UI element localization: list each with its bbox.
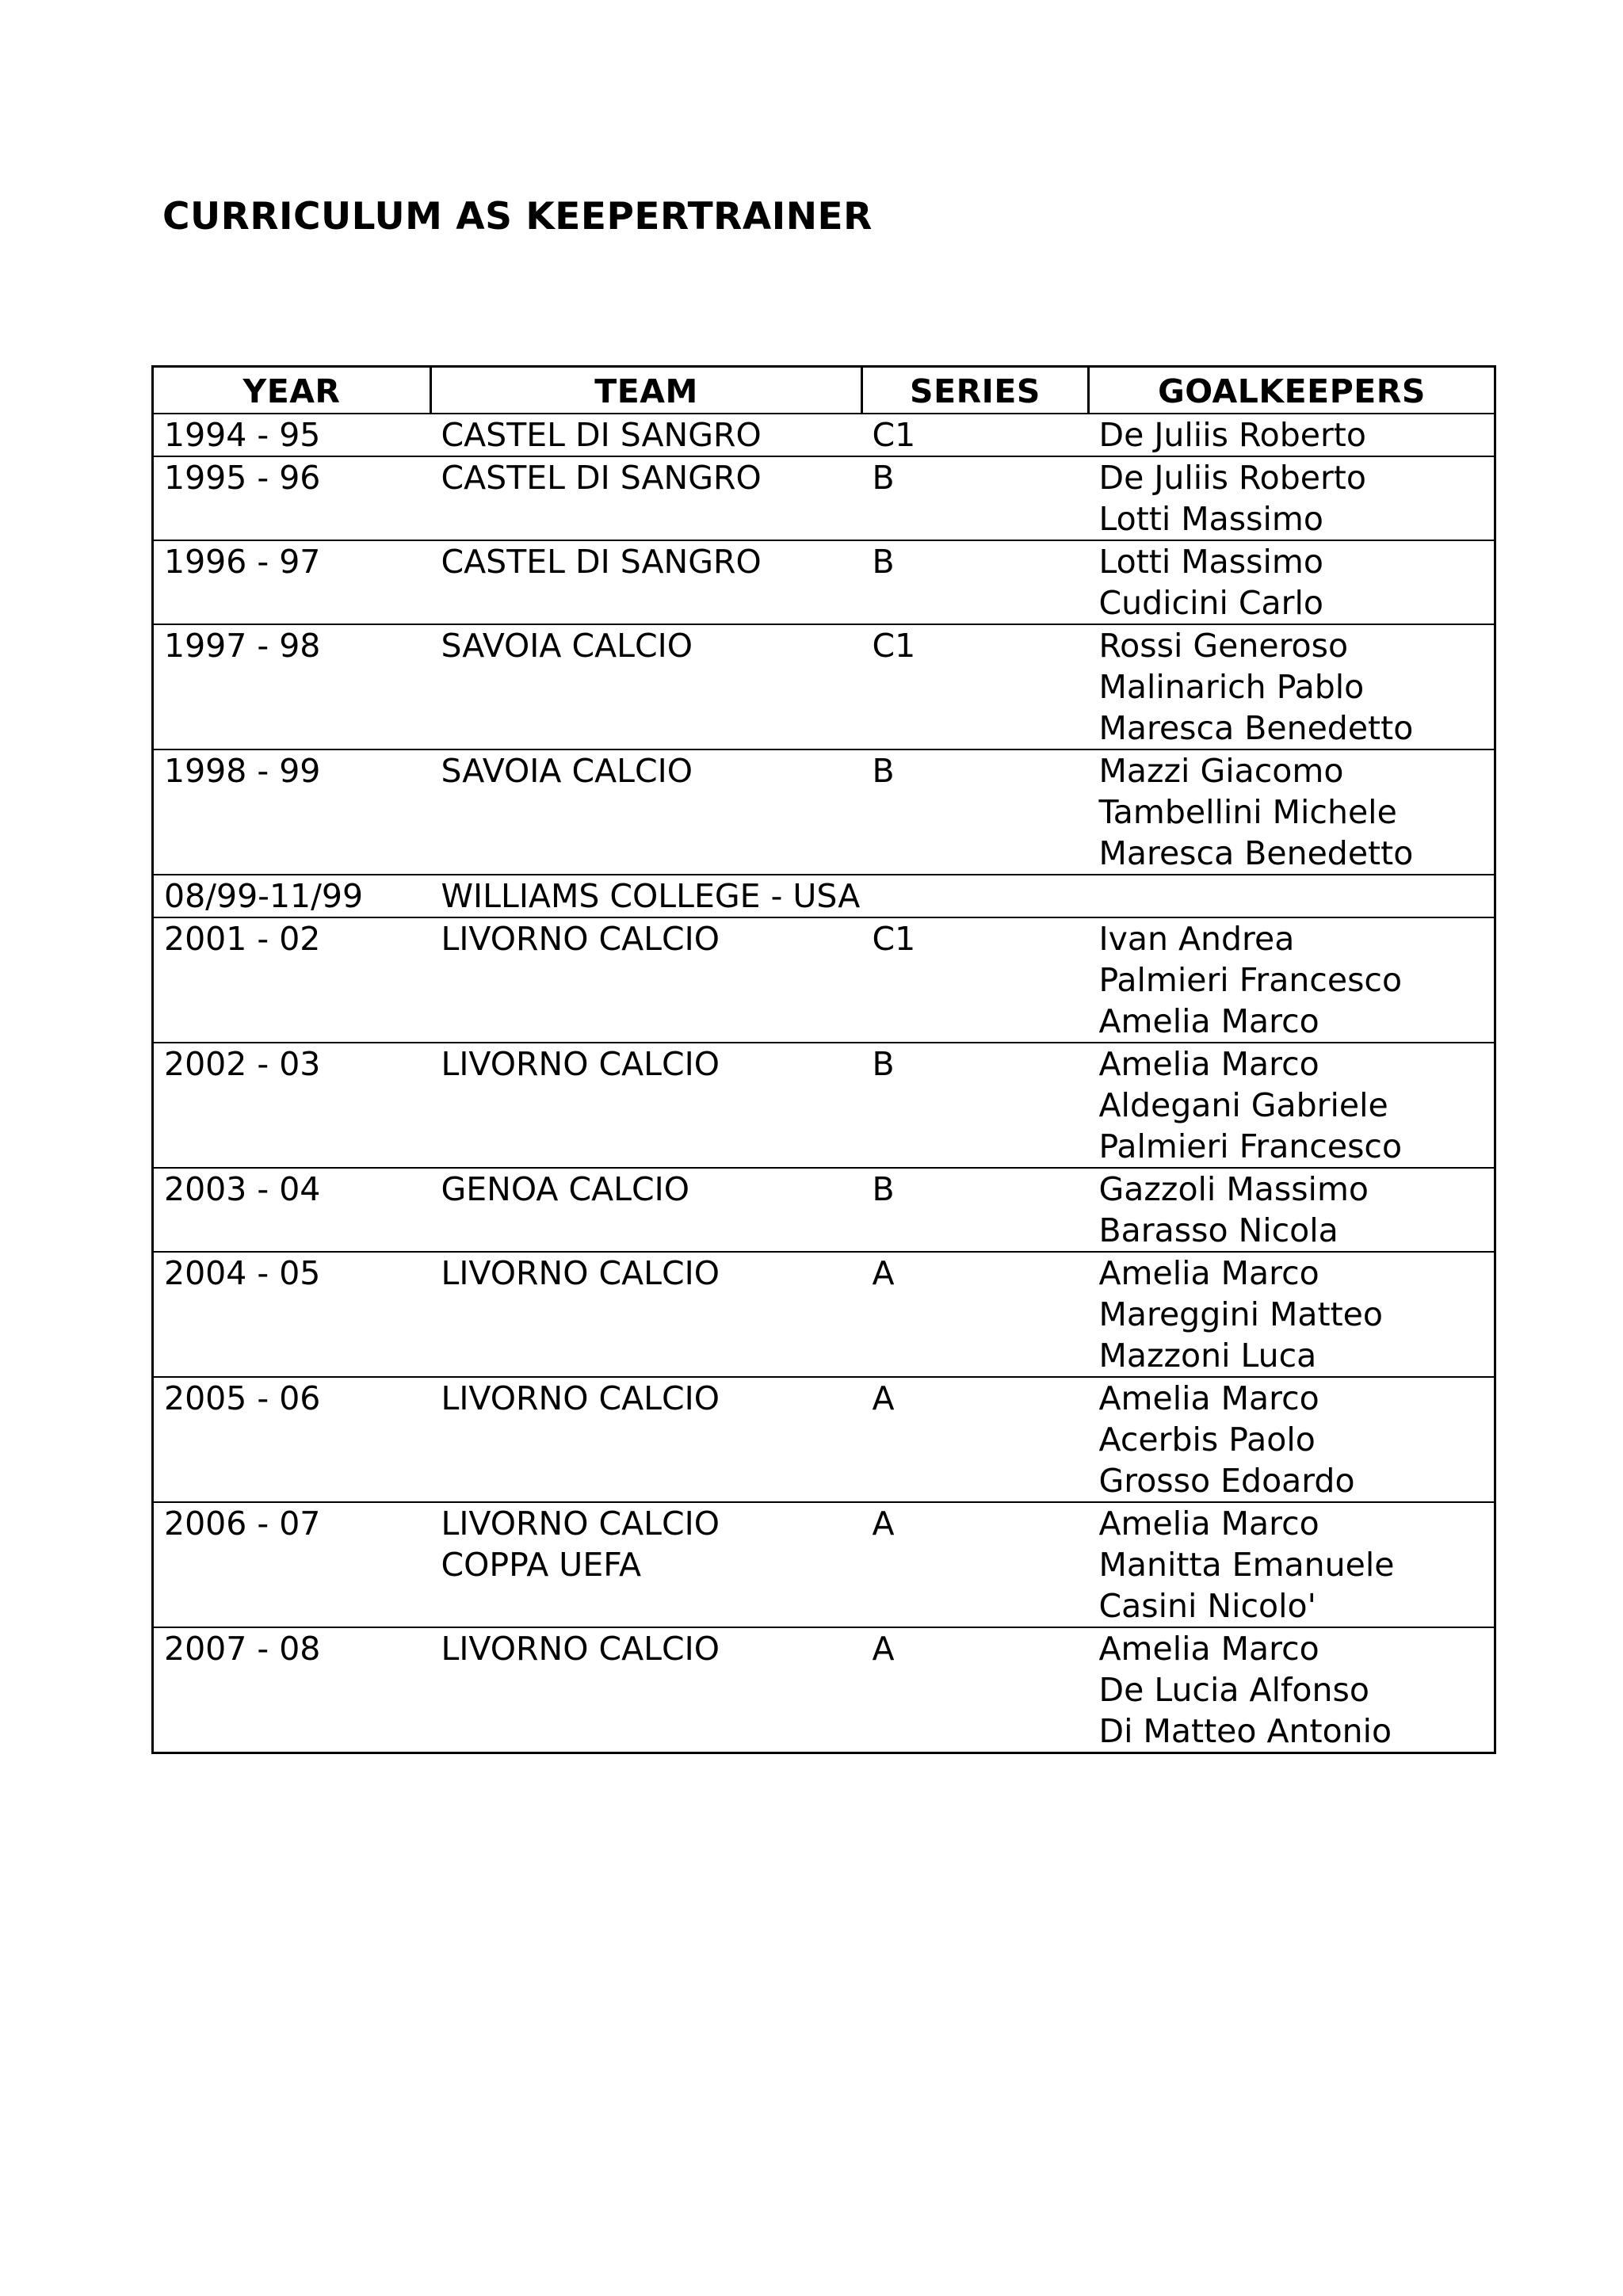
year-cell [153, 1377, 431, 1502]
year-cell [153, 1627, 431, 1753]
team-cell [431, 1252, 862, 1377]
year-cell [153, 917, 431, 1043]
team-cell [431, 1043, 862, 1168]
goalkeepers-cell [1089, 1377, 1495, 1502]
table-row [153, 875, 1495, 917]
goalkeeper-name: Ivan Andrea [1098, 920, 1295, 958]
goalkeeper-name: Cudicini Carlo [1098, 584, 1323, 622]
goalkeepers-cell [1089, 456, 1495, 540]
goalkeeper-name: Lotti Massimo [1098, 543, 1323, 581]
year-text: 2002 - 03 [164, 1045, 321, 1083]
series-text: A [872, 1254, 895, 1292]
year-text: 1996 - 97 [164, 543, 321, 581]
goalkeeper-name: Casini Nicolo' [1098, 1587, 1316, 1625]
year-cell [153, 749, 431, 875]
table-row [153, 1043, 1495, 1168]
team-cell [431, 1627, 862, 1753]
goalkeeper-name: Gazzoli Massimo [1098, 1170, 1369, 1208]
series-text: B [872, 1045, 895, 1083]
series-cell [862, 1502, 1089, 1627]
goalkeepers-cell [1089, 540, 1495, 624]
column-header-year: YEAR [153, 367, 431, 414]
table-row [153, 414, 1495, 456]
year-cell [153, 456, 431, 540]
goalkeepers-cell [1089, 1252, 1495, 1377]
team-text: SAVOIA CALCIO [441, 752, 693, 790]
series-cell [862, 1627, 1089, 1753]
team-cell [431, 414, 862, 456]
team-text: LIVORNO CALCIO [441, 1630, 720, 1668]
goalkeeper-name: Amelia Marco [1098, 1379, 1319, 1417]
goalkeeper-name: Palmieri Francesco [1098, 961, 1403, 999]
team-cell [431, 875, 1495, 917]
goalkeeper-name: Lotti Massimo [1098, 500, 1323, 538]
year-cell [153, 1043, 431, 1168]
goalkeeper-name: Amelia Marco [1098, 1045, 1319, 1083]
table-row [153, 540, 1495, 624]
team-text: LIVORNO CALCIO [441, 1045, 720, 1083]
table-row [153, 1627, 1495, 1753]
table-row [153, 749, 1495, 875]
year-cell [153, 624, 431, 749]
year-cell [153, 414, 431, 456]
table-row [153, 1168, 1495, 1252]
table-row [153, 917, 1495, 1043]
goalkeeper-name: Tambellini Michele [1098, 793, 1397, 831]
series-text: C1 [872, 920, 916, 958]
series-text: B [872, 459, 895, 497]
series-text: C1 [872, 416, 916, 454]
series-cell [862, 456, 1089, 540]
goalkeepers-cell [1089, 624, 1495, 749]
team-text: LIVORNO CALCIO [441, 920, 720, 958]
goalkeepers-cell [1089, 414, 1495, 456]
goalkeeper-name: Manitta Emanuele [1098, 1546, 1395, 1584]
goalkeeper-name: Amelia Marco [1098, 1254, 1319, 1292]
year-text: 1998 - 99 [164, 752, 321, 790]
year-cell [153, 540, 431, 624]
series-cell [862, 1377, 1089, 1502]
table-row [153, 1377, 1495, 1502]
goalkeeper-name: Aldegani Gabriele [1098, 1086, 1388, 1124]
team-text: COPPA UEFA [441, 1546, 642, 1584]
team-text: SAVOIA CALCIO [441, 627, 693, 665]
goalkeeper-name: Mazzi Giacomo [1098, 752, 1344, 790]
team-cell [431, 1502, 862, 1627]
goalkeeper-name: Di Matteo Antonio [1098, 1712, 1392, 1750]
year-text: 2006 - 07 [164, 1505, 321, 1543]
goalkeeper-name: De Juliis Roberto [1098, 459, 1366, 497]
team-cell [431, 749, 862, 875]
series-text: B [872, 752, 895, 790]
team-text: GENOA CALCIO [441, 1170, 689, 1208]
goalkeepers-cell [1089, 1502, 1495, 1627]
goalkeepers-cell [1089, 1627, 1495, 1753]
series-text: A [872, 1379, 895, 1417]
year-text: 2001 - 02 [164, 920, 321, 958]
goalkeeper-name: De Juliis Roberto [1098, 416, 1366, 454]
team-cell [431, 1168, 862, 1252]
goalkeeper-name: Barasso Nicola [1098, 1211, 1338, 1249]
table-row [153, 624, 1495, 749]
team-text: LIVORNO CALCIO [441, 1505, 720, 1543]
goalkeeper-name: Malinarich Pablo [1098, 668, 1365, 706]
table-body [153, 414, 1495, 1753]
goalkeeper-name: De Lucia Alfonso [1098, 1671, 1369, 1709]
table-header-row [153, 367, 1495, 414]
team-text: LIVORNO CALCIO [441, 1254, 720, 1292]
team-cell [431, 624, 862, 749]
series-cell [862, 1043, 1089, 1168]
team-cell [431, 1377, 862, 1502]
year-text: 2004 - 05 [164, 1254, 321, 1292]
series-cell [862, 624, 1089, 749]
goalkeeper-name: Maresca Benedetto [1098, 709, 1414, 747]
team-text: LIVORNO CALCIO [441, 1379, 720, 1417]
year-text: 1997 - 98 [164, 627, 321, 665]
team-text: CASTEL DI SANGRO [441, 543, 762, 581]
team-text: CASTEL DI SANGRO [441, 459, 762, 497]
curriculum-table [151, 365, 1496, 1754]
year-text: 2003 - 04 [164, 1170, 321, 1208]
team-text: WILLIAMS COLLEGE - USA [441, 877, 861, 915]
page-title: CURRICULUM AS KEEPERTRAINER [162, 195, 873, 238]
series-cell [862, 749, 1089, 875]
goalkeeper-name: Mareggini Matteo [1098, 1295, 1383, 1333]
goalkeeper-name: Rossi Generoso [1098, 627, 1349, 665]
team-cell [431, 917, 862, 1043]
year-cell [153, 1252, 431, 1377]
series-text: C1 [872, 627, 916, 665]
series-text: B [872, 1170, 895, 1208]
goalkeeper-name: Maresca Benedetto [1098, 834, 1414, 872]
team-cell [431, 540, 862, 624]
table-row [153, 456, 1495, 540]
goalkeepers-cell [1089, 1043, 1495, 1168]
goalkeeper-name: Amelia Marco [1098, 1505, 1319, 1543]
series-text: A [872, 1630, 895, 1668]
goalkeeper-name: Acerbis Paolo [1098, 1421, 1316, 1459]
table-row [153, 1502, 1495, 1627]
year-cell [153, 1168, 431, 1252]
column-header-goalkeepers: GOALKEEPERS [1089, 367, 1495, 414]
column-header-team: TEAM [431, 367, 862, 414]
series-cell [862, 540, 1089, 624]
column-header-series: SERIES [862, 367, 1089, 414]
team-cell [431, 456, 862, 540]
goalkeeper-name: Grosso Edoardo [1098, 1462, 1355, 1500]
year-text: 08/99-11/99 [164, 877, 364, 915]
goalkeeper-name: Palmieri Francesco [1098, 1127, 1403, 1165]
year-cell [153, 875, 431, 917]
series-cell [862, 1168, 1089, 1252]
goalkeeper-name: Mazzoni Luca [1098, 1337, 1317, 1375]
goalkeepers-cell [1089, 917, 1495, 1043]
series-cell [862, 917, 1089, 1043]
year-text: 1994 - 95 [164, 416, 321, 454]
year-cell [153, 1502, 431, 1627]
year-text: 1995 - 96 [164, 459, 321, 497]
year-text: 2005 - 06 [164, 1379, 321, 1417]
series-text: A [872, 1505, 895, 1543]
goalkeepers-cell [1089, 1168, 1495, 1252]
series-cell [862, 414, 1089, 456]
table-row [153, 1252, 1495, 1377]
goalkeeper-name: Amelia Marco [1098, 1630, 1319, 1668]
series-text: B [872, 543, 895, 581]
goalkeepers-cell [1089, 749, 1495, 875]
year-text: 2007 - 08 [164, 1630, 321, 1668]
goalkeeper-name: Amelia Marco [1098, 1002, 1319, 1040]
series-cell [862, 1252, 1089, 1377]
team-text: CASTEL DI SANGRO [441, 416, 762, 454]
